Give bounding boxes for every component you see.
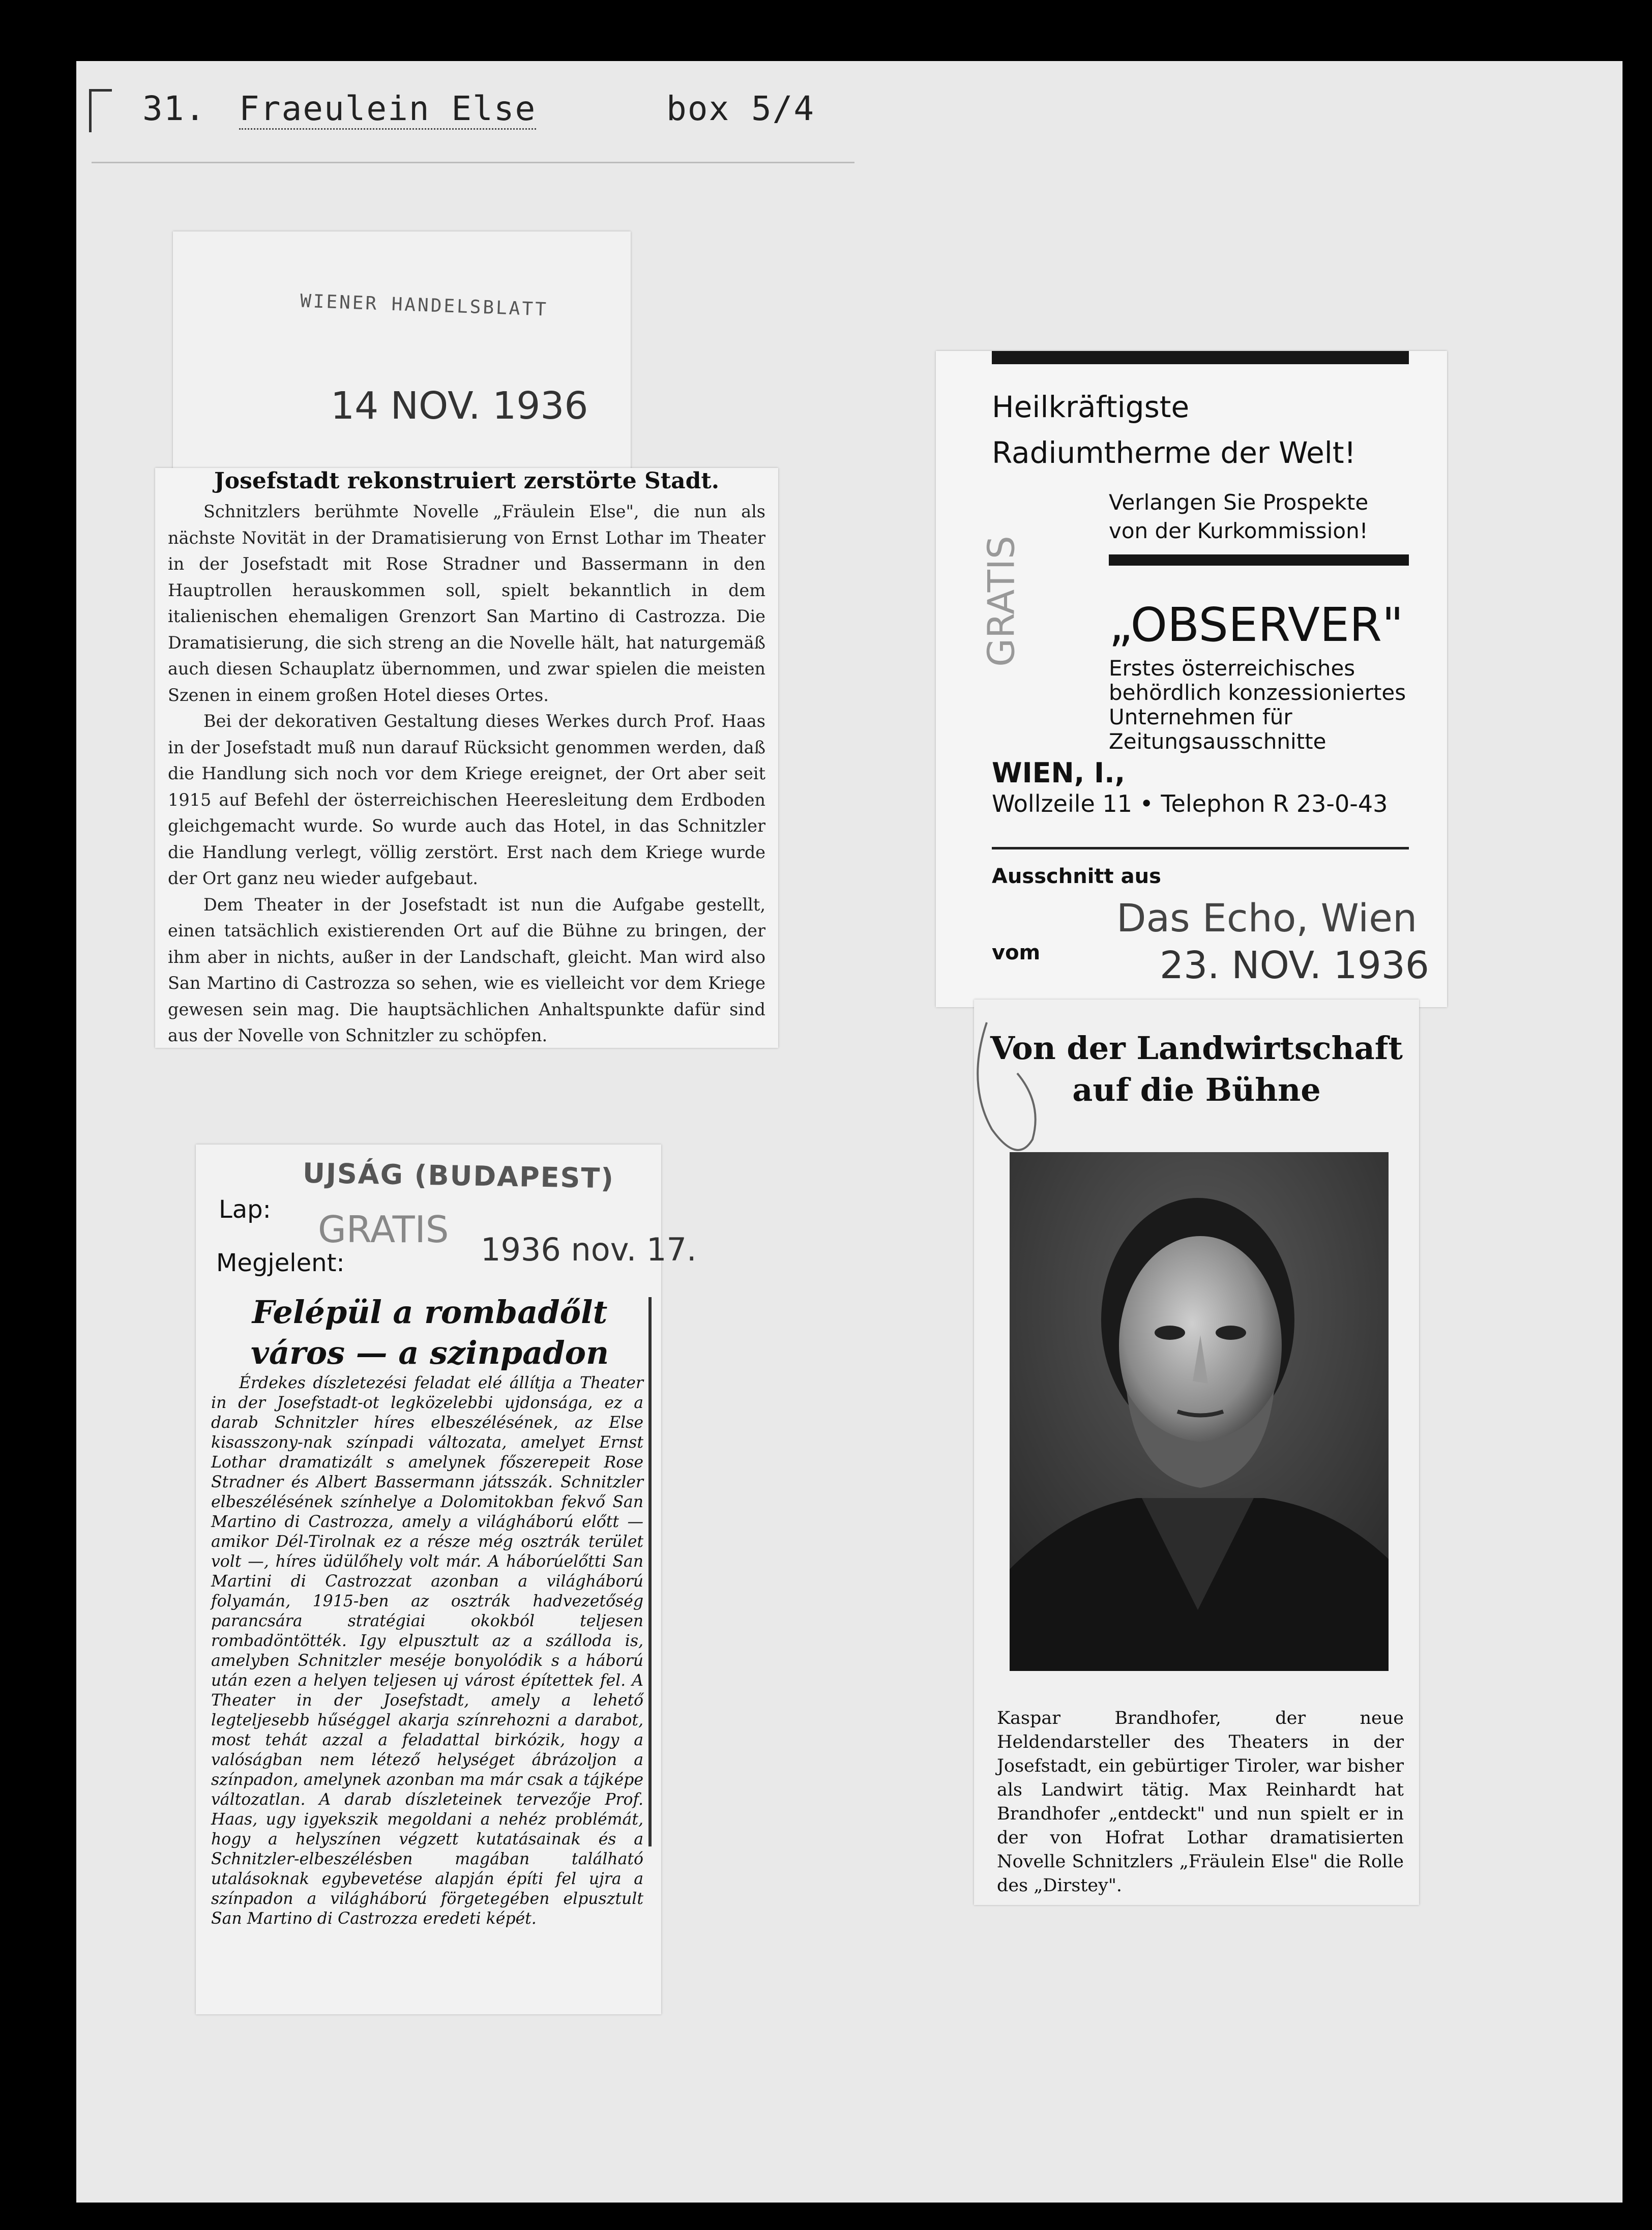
- lap-label: Lap:: [219, 1195, 271, 1224]
- date-stamp: 14 NOV. 1936: [331, 384, 588, 428]
- spa-ad-subtitle: [1109, 488, 1368, 545]
- megjelent-label: Megjelent:: [216, 1249, 345, 1277]
- headline-line: auf die Bühne: [1072, 1071, 1321, 1108]
- box-label: box 5/4: [666, 89, 815, 128]
- portrait-image: [1010, 1152, 1389, 1671]
- article-paragraph: Dem Theater in der Josefstadt ist nun die Aufgabe gestellt, einen tatsächlich existierenden Ort auf die Bühne zu bringen, der ihm aber in nichts, außer in der Landschaft, gleicht. Man wird also San Martino di Castrozza so sehen, wie es vielleicht vor dem Kriege gewesen sein mag. Die hauptsächlichen Anhaltspunkte dafür sind aus der Novelle von Schnitzler zu schöpfen.: [168, 894, 765, 1045]
- article-headline: [226, 1292, 633, 1373]
- divider: [992, 847, 1409, 849]
- article-body: Érdekes díszletezési feladat elé állítja a Theater in der Josefstadt-ot legközelebbi ujdonsága, ez a darab Schnitzler híres elbeszélésének, az Else kisasszony-nak színpadi változata, amelyet Ernst Lothar dramatizált s amelynek főszerepeit Rose Stradner és Albert Bassermann játsszák. Schnitzler elbeszélésének színhelye a Dolomitokban fekvő San Martino di Castrozza, amely a világháború előtt — amikor Dél-Tirolnak ez a része még osztrák terület volt —, híres üdülőhely volt már. A háborúelőtti San Martini di Castrozzat azonban a világháború folyamán, 1915-ben az osztrák hadvezetőség parancsára stratégiai okokból teljesen rombadöntötték. Igy elpusztult az a szálloda is, amelyben Schnitzler meséje bonyolódik s a háború után ezen a helyen teljesen uj várost építettek fel. A Theater in der Josefstadt, amely a lehető legteljesebb hűséggel akarja színrehozni a darabot, most tehát azzal a feladattal birkózik, hogy a valóságban nem létező helységet ábrázoljon a színpadon, amelynek azonban ma már csak a tájképe változatlan. A darab díszleteinek tervezője Prof. Haas, ugy igyekszik megoldani a nehéz problémát, hogy a helyszínen végzett kutatásainak és a Schnitzler-elbeszélésben magában található utalásoknak egybevetése alapján építi fel ujra a színpadon a világháború förgetegében elpusztult San Martino di Castrozza eredeti képét.: [211, 1374, 643, 1928]
- article-paragraph: Schnitzlers berühmte Novelle „Fräulein Else", die nun als nächste Novität in der Dramatisierung von Ernst Lothar im Theater in der Josefstadt mit Rose Stradner und Bassermann in den Hauptrollen herauskommen soll, spielt bekanntlich in dem italienischen ehemaligen Grenzort San Martino di Castrozza. Die Dramatisierung, die sich streng an die Novelle hält, hat naturgemäß auch diesen Schauplatz übernommen, und zwar spielen die meisten Szenen in einem großen Hotel dieses Ortes.: [168, 502, 765, 705]
- ujsag-article-clipping: [196, 1145, 697, 2014]
- article-headline: Josefstadt rekonstruiert zerstörte Stadt.: [214, 468, 720, 494]
- photo-caption: Kaspar Brandhofer, der neue Heldendarsteller des Theaters in der Josefstadt, ein gebürtiger Tiroler, war bisher als Landwirt tätig. Max Reinhardt hat Brandhofer „entdeckt" und nun spielt er in der von Hofrat Lothar dramatisierten Novelle Schnitzlers „Fräulein Else" die Rolle des „Dirstey".: [997, 1708, 1404, 1896]
- spa-ad-title: [992, 384, 1356, 476]
- headline-line: Von der Landwirtschaft: [990, 1030, 1403, 1067]
- header-rule: [92, 162, 854, 163]
- gratis-stamp: GRATIS: [980, 536, 1023, 667]
- gratis-stamp: GRATIS: [318, 1208, 449, 1251]
- city: WIEN, I.,: [992, 757, 1126, 789]
- date-stamp: 23. NOV. 1936: [1160, 944, 1429, 987]
- ausschnitt-label: Ausschnitt aus: [992, 865, 1161, 888]
- ad-line: Heilkräftigste: [992, 390, 1190, 424]
- article-body: [168, 498, 765, 1049]
- wiener-article-clipping: [155, 468, 778, 1048]
- page-corner-mark: [89, 89, 112, 132]
- mid-bar: [1109, 554, 1409, 566]
- paper-stamp: UJSÁG (BUDAPEST): [302, 1157, 615, 1195]
- top-bar: [992, 351, 1409, 364]
- paper-stamp: Das Echo, Wien: [1116, 895, 1418, 941]
- column-rule: [648, 1297, 652, 1846]
- observer-address: [992, 758, 1388, 819]
- observer-name: „OBSERVER": [1109, 598, 1404, 652]
- wiener-stamp-slip: [173, 231, 631, 471]
- observer-description: Erstes österreichisches behördlich konzessioniertes Unternehmen für Zeitungsausschnitte: [1109, 656, 1406, 754]
- folder-title: Fraeulein Else: [239, 89, 536, 130]
- observer-slip: [936, 351, 1447, 1007]
- street-phone: Wollzeile 11 • Telephon R 23-0-43: [992, 790, 1388, 817]
- article-paragraph: Bei der dekorativen Gestaltung dieses Werkes durch Prof. Haas in der Josefstadt muß nun darauf Rücksicht genommen werden, daß die Handlung sich noch vor dem Kriege ereignet, der Ort aber seit 1915 auf Befehl der österreichischen Heeresleitung dem Erdboden gleichgemacht wurde. So wurde auch das Hotel, in das Schnitzler die Handlung verlegt, völlig zerstört. Erst nach dem Kriege wurde der Ort ganz neu wieder aufgebaut.: [168, 711, 765, 888]
- portrait-photo: [1010, 1152, 1389, 1671]
- headline-line: város — a szinpadon: [250, 1334, 609, 1371]
- ad-line: Verlangen Sie Prospekte: [1109, 490, 1369, 515]
- vom-label: vom: [992, 941, 1041, 964]
- folder-number: 31.: [142, 89, 206, 128]
- ad-line: von der Kurkommission!: [1109, 518, 1368, 543]
- date-stamp: 1936 nov. 17.: [481, 1231, 697, 1268]
- pencil-mark: [956, 1012, 1058, 1175]
- ad-line: Radiumtherme der Welt!: [992, 435, 1356, 470]
- headline-line: Felépül a rombadőlt: [252, 1294, 608, 1331]
- paper-stamp: WIENER HANDELSBLATT: [300, 290, 549, 320]
